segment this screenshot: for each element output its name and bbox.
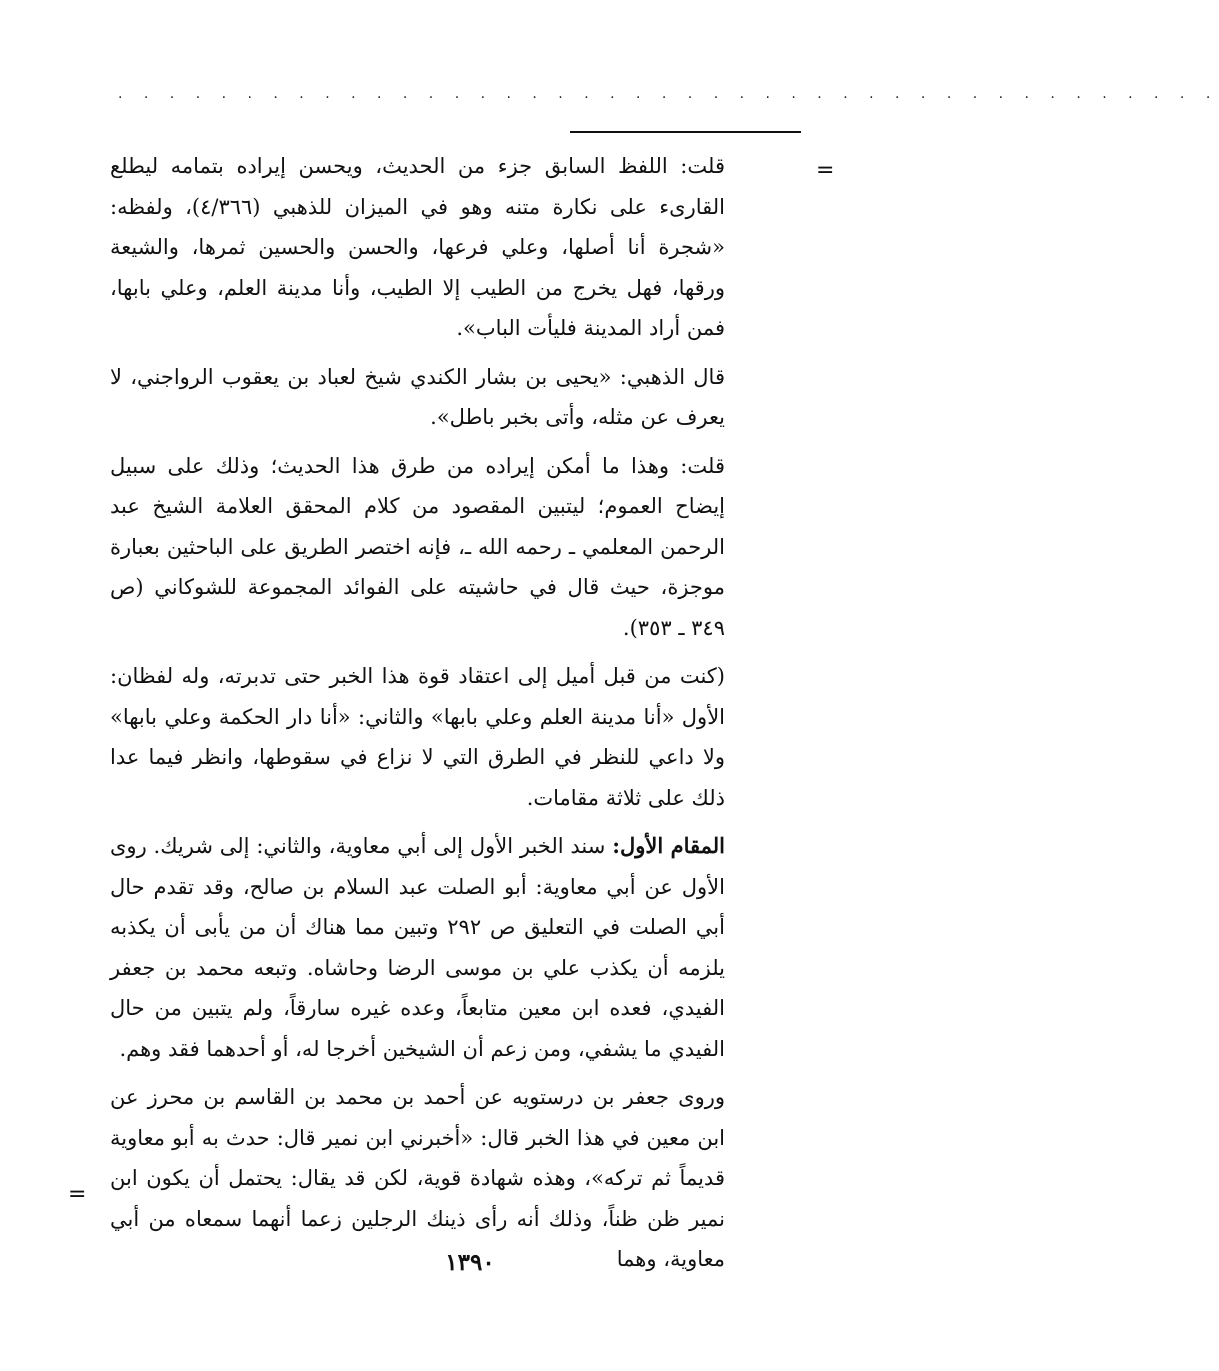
paragraph-1-text: قلت: اللفظ السابق جزء من الحديث، ويحسن إيراده بتمامه ليطلع القارىء على نكارة متنه وهو في الميزان للذهبي (٤/٣٦٦)، ولفظه: «شجرة أنا أصلها، وعلي فرعها، والحسن والحسين ثمرها، والشيعة ورقها، فهل يخرج من الطيب إلا الطيب، وأنا مدينة العلم، وعلي بابها، فمن أراد المدينة فليأت الباب». bbox=[110, 154, 725, 340]
paragraph-2 bbox=[110, 357, 725, 438]
paragraph-5-lead: المقام الأول: bbox=[612, 833, 726, 858]
margin-continuation-marker-top: = bbox=[816, 158, 835, 183]
paragraph-3-text: قلت: وهذا ما أمكن إيراده من طرق هذا الحديث؛ وذلك على سبيل إيضاح العموم؛ ليتبين المقصود من كلام المحقق العلامة الشيخ عبد الرحمن المعلمي ـ رحمه الله ـ، فإنه اختصر الطريق على الباحثين بعبارة موجزة، حيث قال في حاشيته على الفوائد المجموعة للشوكاني (ص ٣٤٩ ـ ٣٥٣). bbox=[110, 453, 725, 640]
paragraph-3 bbox=[110, 446, 725, 649]
page-number: ١٣٩٠ bbox=[445, 1249, 495, 1276]
paragraph-1 bbox=[110, 146, 725, 349]
paragraph-2-text: قال الذهبي: «يحيى بن بشار الكندي شيخ لعباد بن يعقوب الرواجني، لا يعرف عن مثله، وأتى بخبر باطل». bbox=[110, 364, 725, 429]
paragraph-5 bbox=[110, 826, 725, 1069]
margin-continuation-marker-bottom: = bbox=[68, 1182, 87, 1207]
page-body bbox=[110, 146, 725, 1288]
paragraph-5-text: سند الخبر الأول إلى أبي معاوية، والثاني: إلى شريك. روى الأول عن أبي معاوية: أبو الصلت عبد السلام بن صالح، وقد تقدم حال أبي الصلت في التعليق ص ٢٩٢ وتبين مما هناك أن من يأبى أن يكذبه يلزمه أن يكذب علي بن موسى الرضا وحاشاه. وتبعه محمد بن جعفر الفيدي، فعده ابن معين متابعاً، وعده غيره سارقاً، ولم يتبين من حال الفيدي ما يشفي، ومن زعم أن الشيخين أخرجا له، أو أحدهما فقد وهم. bbox=[110, 834, 725, 1061]
header-dotted-line: . . . . . . . . . . . . . . . . . . . . . . . . . . . . . . . . . . . . . . . . . . . bbox=[118, 86, 1219, 102]
paragraph-6-text: وروى جعفر بن درستويه عن أحمد بن محمد بن القاسم بن محرز عن ابن معين في هذا الخبر قال: «أخبرني ابن نمير قال: حدث به أبو معاوية قديماً ثم تركه»، وهذه شهادة قوية، لكن قد يقال: يحتمل أن يكون ابن نمير ظن ظناً، وذلك أنه رأى ذينك الرجلين زعما أنهما سمعاه من أبي معاوية، وهما bbox=[110, 1085, 725, 1271]
paragraph-4 bbox=[110, 656, 725, 818]
paragraph-4-text: (كنت من قبل أميل إلى اعتقاد قوة هذا الخبر حتى تدبرته، وله لفظان: الأول «أنا مدينة العلم وعلي بابها» والثاني: «أنا دار الحكمة وعلي بابها» ولا داعي للنظر في الطرق التي لا نزاع في سقوطها، وانظر فيما عدا ذلك على ثلاثة مقامات. bbox=[110, 664, 725, 810]
header-rule bbox=[570, 131, 801, 133]
